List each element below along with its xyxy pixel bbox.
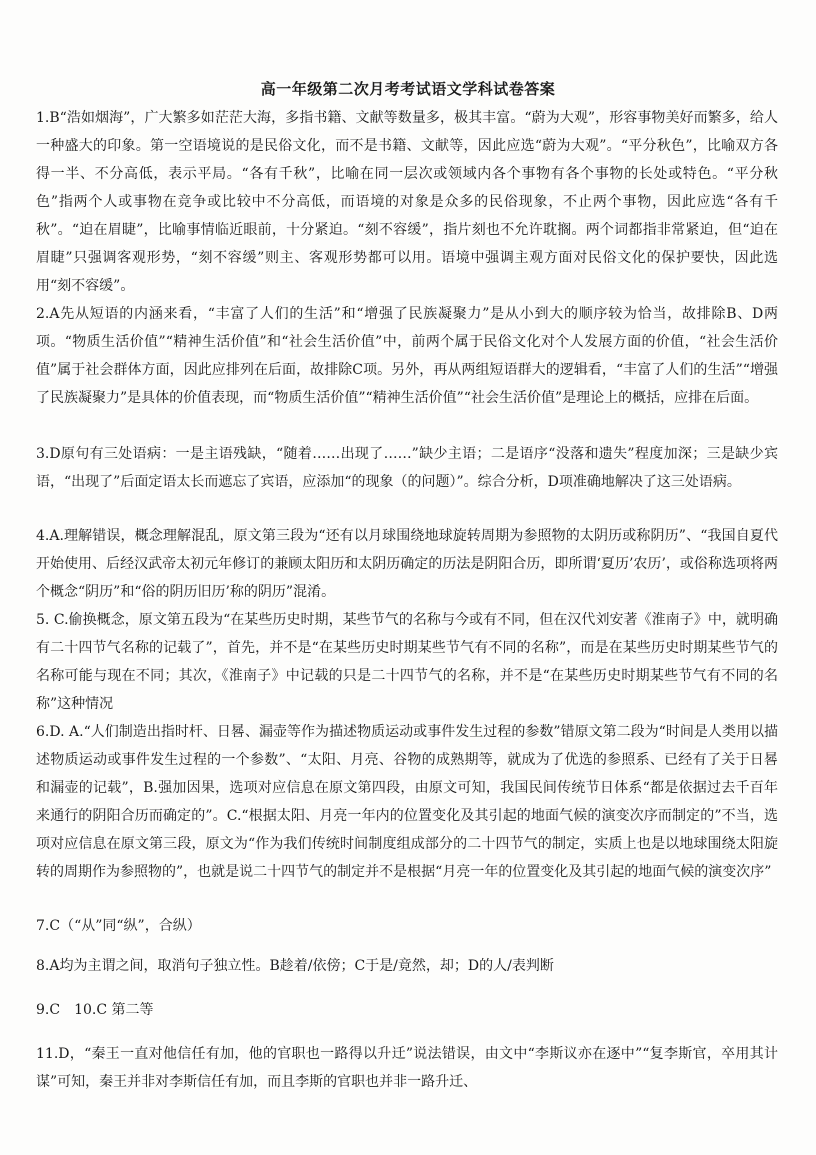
answer-1: 1.B“浩如烟海”，广大繁多如茫茫大海，多指书籍、文献等数量多，极其丰富。“蔚为大观”，形容事物美好而繁多，给人一种盛大的印象。第一空语境说的是民俗文化，而不是书籍、文献等，因此应选“蔚为大观”。“平分秋色”，比喻双方各得一半、不分高低，表示平局。“各有千秋”，比喻在同一层次或领域内各个事物有各个事物的长处或特色。“平分秋色”指两个人或事物在竞争或比较中不分高低，而语境的对象是众多的民俗现象，不止两个事物，因此应选“各有千秋”。“迫在眉睫”，比喻事情临近眼前，十分紧迫。“刻不容缓”，指片刻也不允许耽搁。两个词都指非常紧迫，但“迫在眉睫”只强调客观形势，“刻不容缓”则主、客观形势都可以用。语境中强调主观方面对民俗文化的保护要快，因此选用“刻不容缓”。 <box>36 110 778 294</box>
answer-7: 7.C（“从”同“纵”，合纵） <box>36 918 201 934</box>
page-title: 高一年级第二次月考考试语文学科试卷答案 <box>260 80 556 98</box>
answer-3: 3.D原句有三处语病：一是主语残缺，“随着……出现了……”缺少主语；二是语序“没落和遗失”程度加深；三是缺少宾语，“出现了”后面定语太长而遮忘了宾语，应添加“的现象（的问题）”。综合分析，D项准确地解决了这三处语病。 <box>36 446 778 490</box>
answer-2: 2.A先从短语的内涵来看，“丰富了人们的生活”和“增强了民族凝聚力”是从小到大的顺序较为恰当，故排除B、D两项。“物质生活价值”“精神生活价值”和“社会生活价值”中，前两个属于民俗文化对个人发展方面的价值，“社会生活价值”属于社会群体方面，因此应排列在后面，故排除C项。另外，再从两组短语群大的逻辑看，“丰富了人们的生活”“增强了民族凝聚力”是具体的价值表现，而“物质生活价值”“精神生活价值”“社会生活价值”是理论上的概括，应排在后面。 <box>36 306 778 406</box>
answer-9-10: 9.C 10.C 第二等 <box>36 1002 154 1018</box>
answer-11: 11.D，“秦王一直对他信任有加，他的官职也一路得以升迁”说法错误，由文中“李斯议亦在逐中”“复李斯官，卒用其计谋”可知，秦王并非对李斯信任有加，而且李斯的官职也并非一路升迁、 <box>36 1046 778 1090</box>
answer-6: 6.D. A.“人们制造出指时杆、日晷、漏壶等作为描述物质运动或事件发生过程的参数”错原文第二段为“时间是人类用以描述物质运动或事件发生过程的一个参数”、“太阳、月亮、谷物的成熟期等，就成为了优选的参照系、已经有了关于日晷和漏壶的记载”，B.强加因果，选项对应信息在原文第四段，由原文可知，我国民间传统节日体系“都是依据过去千百年来通行的阴阳合历而确定的”。C.“根据太阳、月亮一年内的位置变化及其引起的地面气候的演变次序而制定的”不当，选项对应信息在原文第三段，原文为“作为我们传统时间制度组成部分的二十四节气的制定，实质上也是以地球围绕太阳旋转的周期作为参照物的”，也就是说二十四节气的制定并不是根据“月亮一年的位置变化及其引起的地面气候的演变次序” <box>36 724 778 880</box>
answer-5: 5. C.偷换概念，原文第五段为“在某些历史时期，某些节气的名称与今或有不同，但在汉代刘安著《淮南子》中，就明确有二十四节气名称的记载了”，首先，并不是“在某些历史时期某些节气有不同的名称”，而是在某些历史时期某些节气的名称可能与现在不同；其次，《淮南子》中记载的只是二十四节气的名称，并不是“在某些历史时期某些节气有不同的名称”这种情况 <box>36 612 778 712</box>
answer-8: 8.A均为主谓之间，取消句子独立性。B趁着/依傍；C于是/竟然，却；D的人/表判断 <box>36 958 554 974</box>
answer-4: 4.A.理解错误，概念理解混乱，原文第三段为“还有以月球围绕地球旋转周期为参照物的太阴历或称阴历”、“我国自夏代开始使用、后经汉武帝太初元年修订的兼顾太阳历和太阴历确定的历法是阴阳合历，即所谓‘夏历’农历’，或俗称选项将两个概念“阴历”和“俗的阴历旧历’称的阴历”混淆。 <box>36 528 778 600</box>
